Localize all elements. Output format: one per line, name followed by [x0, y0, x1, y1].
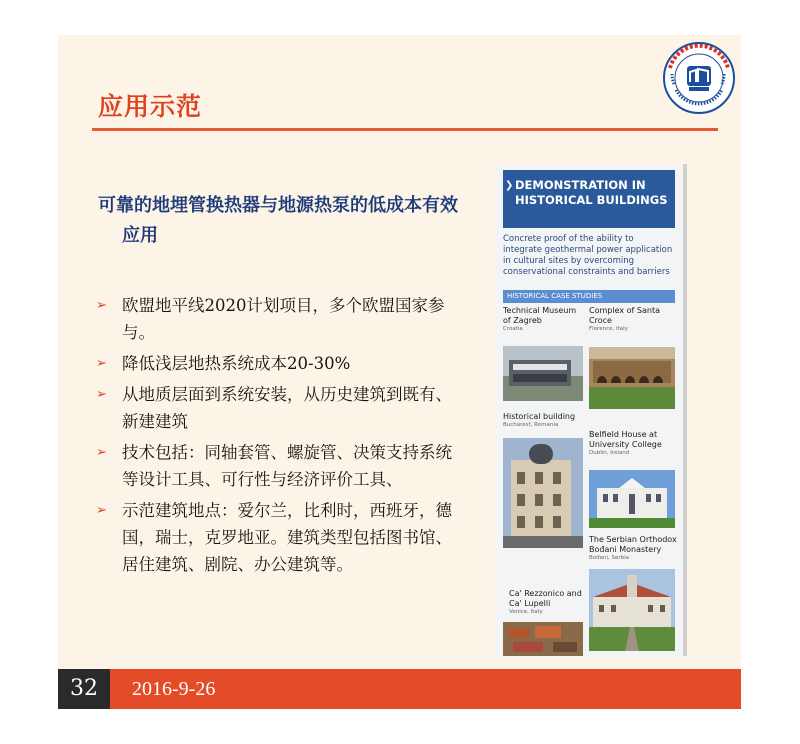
case-caption: Historical building Bucharest, Romania: [503, 412, 576, 428]
venice-aerial-photo: [503, 622, 583, 656]
bullet-arrow-icon: ➢: [96, 503, 107, 518]
slide: [58, 35, 741, 707]
historical-building-photo: [503, 438, 583, 548]
belfield-house-photo: [589, 470, 675, 528]
subtitle-line-2: 应用: [122, 225, 158, 246]
bullet-item: ➢ 从地质层面到系统安装，从历史建筑到既有、新建建筑: [96, 381, 466, 435]
chevron-right-icon: ❯: [505, 180, 514, 191]
slide-subtitle: [98, 191, 458, 251]
footer-date: 2016-9-26: [132, 678, 216, 700]
page-number: 32: [58, 669, 110, 709]
slide-title: 应用示范: [98, 92, 203, 121]
poster-photo: [495, 164, 687, 656]
bullet-arrow-icon: ➢: [96, 387, 107, 402]
bullet-arrow-icon: ➢: [96, 445, 107, 460]
monastery-photo: [589, 569, 675, 651]
case-caption: Belfield House at University College Dublin, Ireland: [589, 430, 662, 456]
bullet-list: [96, 292, 466, 582]
case-caption: Complex of Santa Croce Florence, Italy: [589, 306, 660, 332]
bullet-item: ➢ 技术包括：同轴套管、螺旋管、决策支持系统等设计工具、可行性与经济评价工具、: [96, 439, 466, 493]
bullet-item: ➢ 欧盟地平线2020计划项目，多个欧盟国家参与。: [96, 292, 466, 346]
museum-photo: [503, 346, 583, 401]
case-caption: Technical Museum of Zagreb Croatia: [503, 306, 577, 332]
poster-header-text: DEMONSTRATION IN HISTORICAL BUILDINGS: [515, 178, 668, 207]
poster-intro: Concrete proof of the ability to integrate geothermal power application in cultural sites by overcoming conservational constraints and barriers: [503, 234, 673, 277]
cloister-photo: [589, 347, 675, 409]
bullet-arrow-icon: ➢: [96, 298, 107, 313]
case-studies-bar: HISTORICAL CASE STUDIES: [503, 290, 675, 303]
case-caption: The Serbian Orthodox Bođani Monastery Bođani, Serbia: [589, 535, 677, 561]
case-caption: Ca' Rezzonico and Ca' Lupelli Venice, Italy: [509, 589, 582, 615]
university-logo: [662, 40, 736, 116]
bullet-item: ➢ 示范建筑地点：爱尔兰，比利时，西班牙，德国，瑞士，克罗地亚。建筑类型包括图书馆、居住建筑、剧院、办公建筑等。: [96, 497, 466, 578]
bullet-arrow-icon: ➢: [96, 356, 107, 371]
subtitle-line-1: 可靠的地埋管换热器与地源热泵的低成本有效: [98, 195, 458, 216]
footer-bar: [58, 669, 741, 709]
bullet-item: ➢ 降低浅层地热系统成本20-30%: [96, 350, 466, 377]
title-underline: [92, 128, 718, 131]
